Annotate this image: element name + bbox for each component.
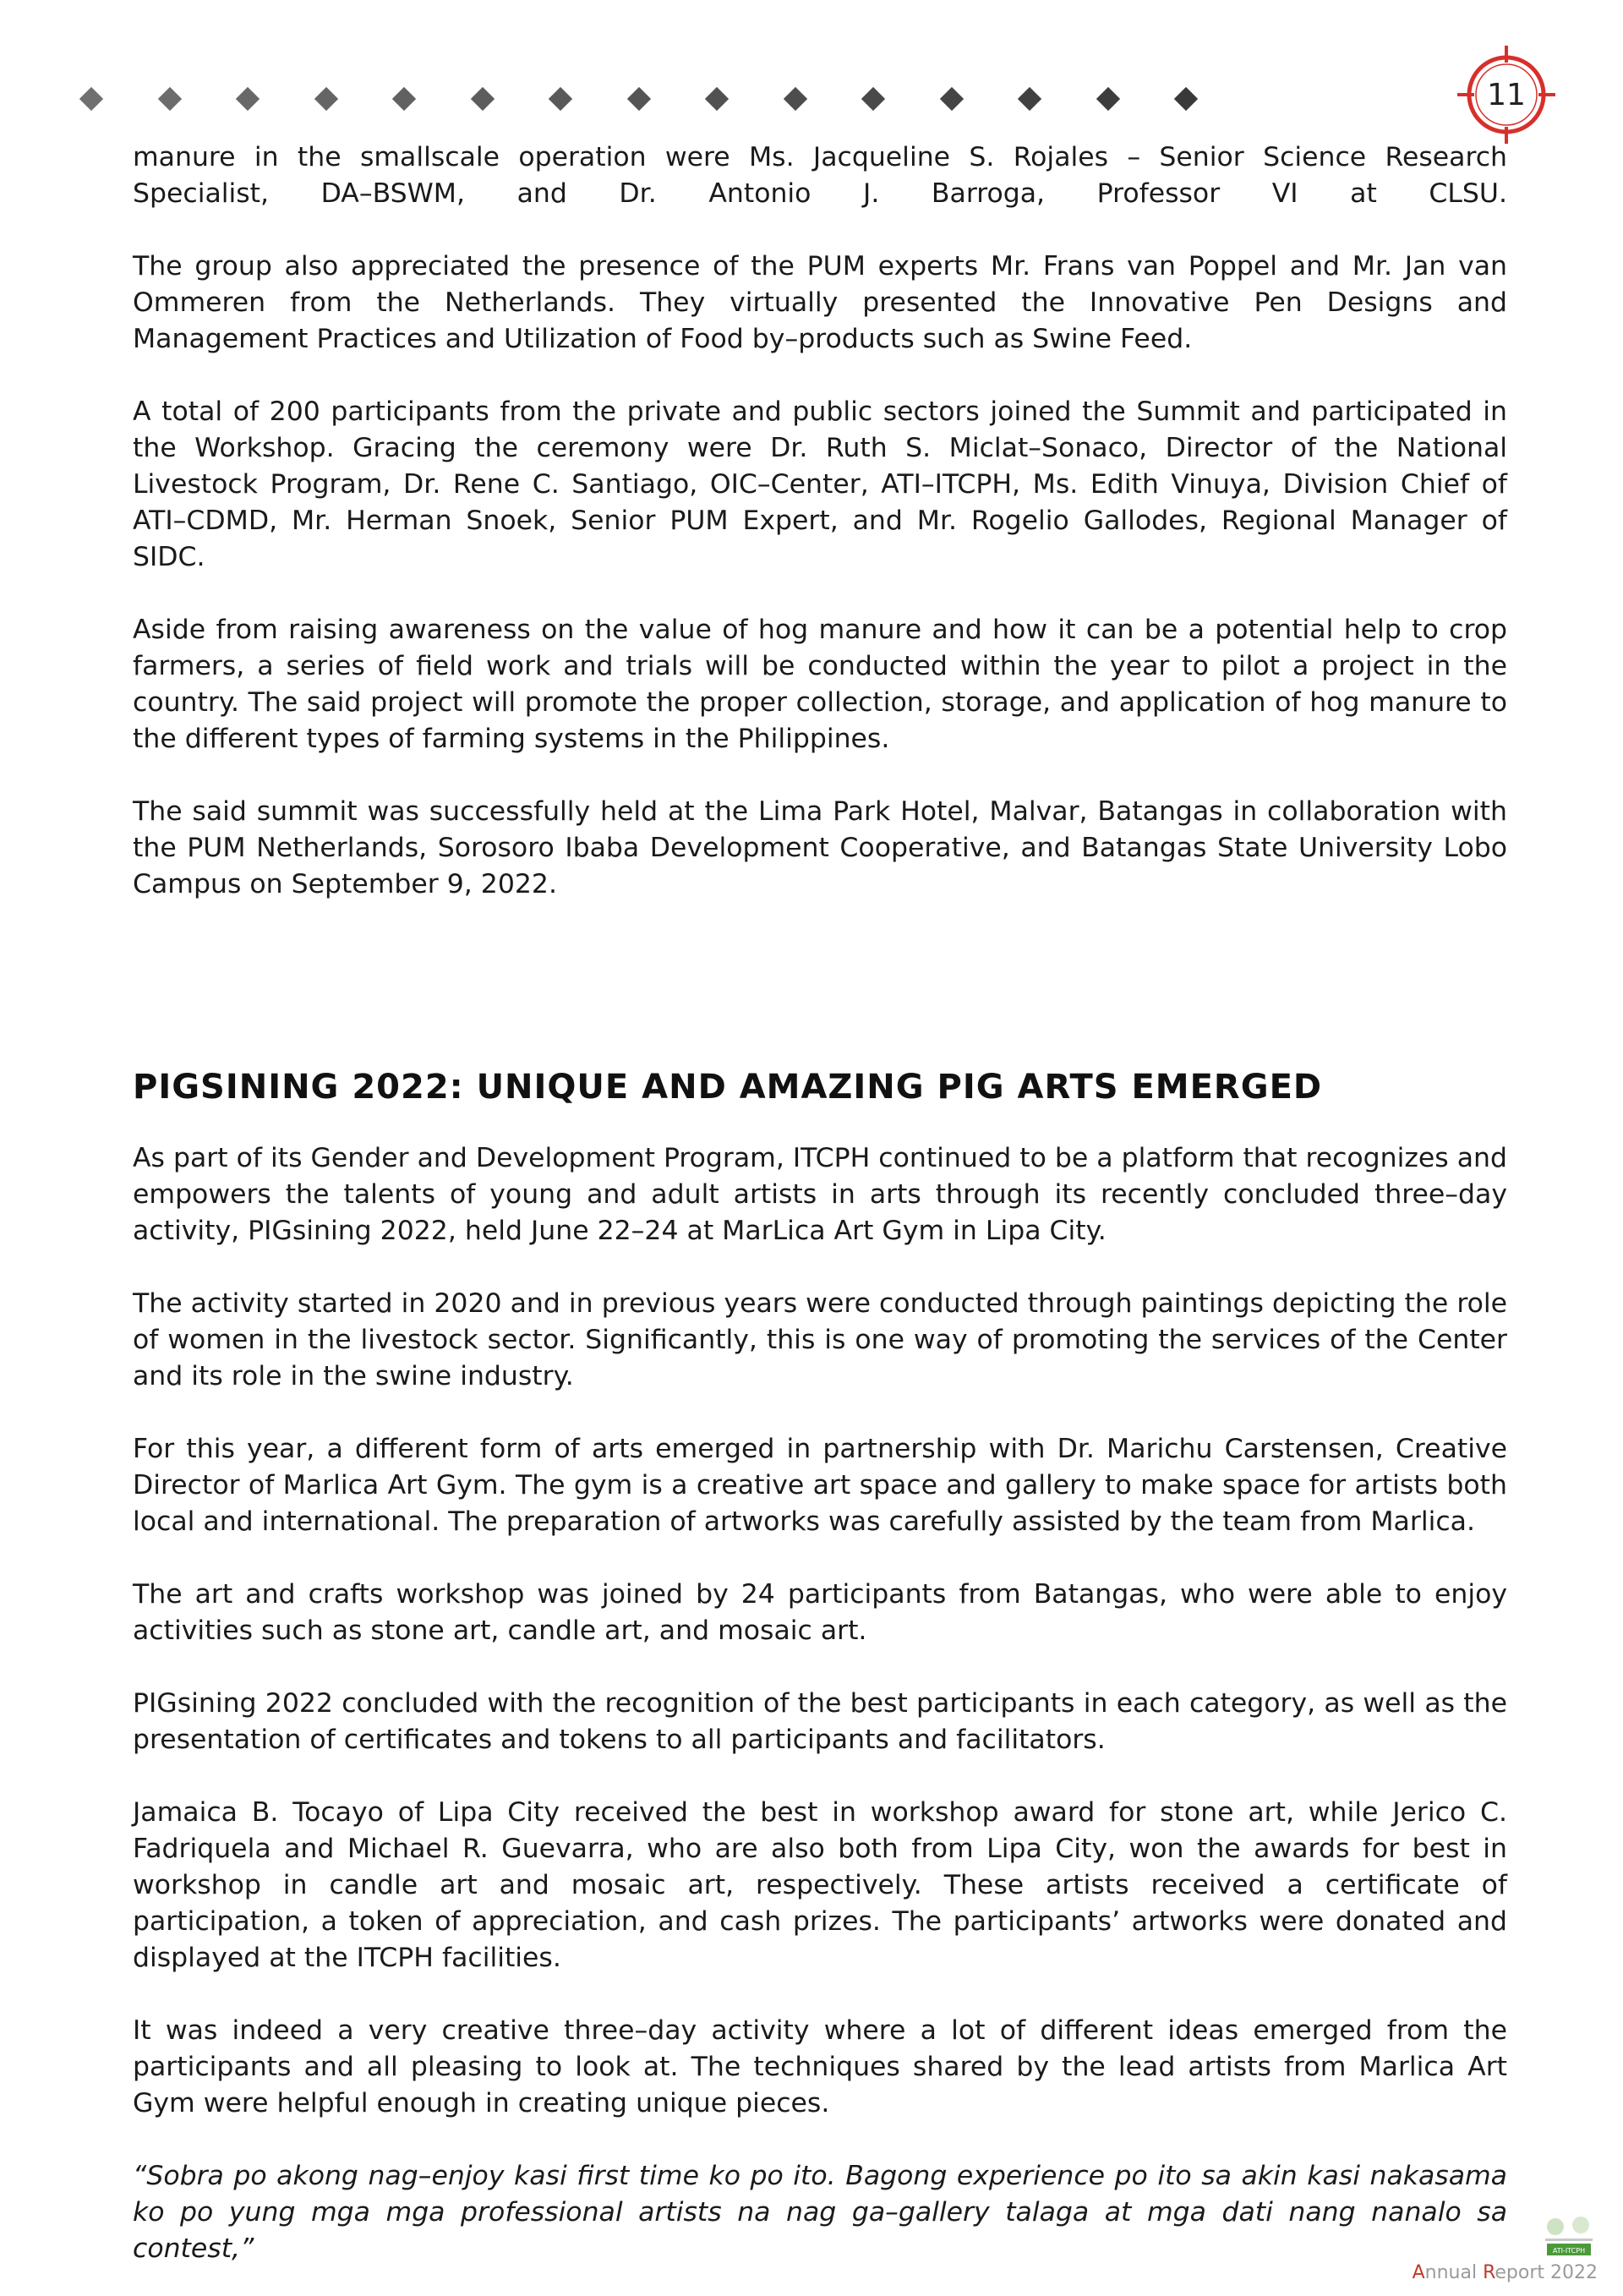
diamond-icon (1096, 87, 1119, 111)
footer-annual-report: Annual Report 2022 (1412, 2262, 1598, 2283)
diamond-icon (549, 87, 572, 111)
diamond-icon (705, 87, 729, 111)
page-number: 11 (1487, 77, 1526, 112)
quote-paragraph: “Sobra po akong nag–enjoy kasi first time ko po ito. Bagong experience po ito sa akin kasi nakasama ko po yung mga mga professional artists na nag ga–gallery talaga at mga dati nang nanalo sa contest,” (133, 2161, 1507, 2264)
diamond-icon (1174, 87, 1198, 111)
diamond-icon (470, 87, 494, 111)
diamond-icon (314, 87, 337, 111)
paragraph: A total of 200 participants from the private and public sectors joined the Summit and participated in the Workshop. Gracing the ceremony were Dr. Ruth S. Miclat–Sonaco, Director of the National Livestock Program, Dr. Rene C. Santiago, OIC–Center, ATI–ITCPH, Ms. Edith Vinuya, Division Chief of ATI–CDMD, Mr. Herman Snoek, Senior PUM Expert, and Mr. Rogelio Gallodes, Regional Manager of SIDC. (133, 396, 1507, 572)
paragraph: For this year, a different form of arts emerged in partnership with Dr. Marichu Carstensen, Creative Director of Marlica Art Gym. The gym is a creative art space and gallery to make space for artists both local and international. The preparation of artworks was carefully assisted by the team from Marlica. (133, 1434, 1507, 1537)
paragraph: Jamaica B. Tocayo of Lipa City received the best in workshop award for stone art, while Jerico C. Fadriquela and Michael R. Guevarra, who are also both from Lipa City, won the awards for best in workshop in candle art and mosaic art, respectively. These artists received a certificate of participation, a token of appreciation, and cash prizes. The participants’ artworks were donated and displayed at the ITCPH facilities. (133, 1797, 1507, 1973)
article-heading: PIGSINING 2022: UNIQUE AND AMAZING PIG ARTS EMERGED (133, 1068, 1323, 1107)
main-content (133, 139, 1507, 2267)
diamond-icon (1018, 87, 1041, 111)
page-number-badge (1456, 44, 1557, 145)
diamond-icon (236, 87, 260, 111)
paragraph: As part of its Gender and Development Program, ITCPH continued to be a platform that recognizes and empowers the talents of young and adult artists in arts through its recently concluded three–day activity, PIGsining 2022, held June 22–24 at MarLica Art Gym in Lipa City. (133, 1143, 1507, 1246)
article-summit-continuation (133, 139, 1507, 903)
ati-itcph-logo (1544, 2215, 1594, 2257)
diamond-icon (939, 87, 963, 111)
article-pigsining (133, 1066, 1507, 2267)
diamond-icon (626, 87, 650, 111)
paragraph: manure in the smallscale operation were Ms. Jacqueline S. Rojales – Senior Science Research Specialist, DA–BSWM, and Dr. Antonio J. Barroga, Professor VI at CLSU. (133, 142, 1507, 209)
diamond-icon (783, 87, 806, 111)
paragraph: The activity started in 2020 and in previous years were conducted through paintings depicting the role of women in the livestock sector. Significantly, this is one way of promoting the services of the Center and its role in the swine industry. (133, 1288, 1507, 1391)
diamond-icon (157, 87, 181, 111)
paragraph: It was indeed a very creative three–day activity where a lot of different ideas emerged from the participants and all pleasing to look at. The techniques shared by the lead artists from Marlica Art Gym were helpful enough in creating unique pieces. (133, 2015, 1507, 2118)
paragraph: Aside from raising awareness on the value of hog manure and how it can be a potential help to crop farmers, a series of field work and trials will be conducted within the year to pilot a project in the country. The said project will promote the proper collection, storage, and application of hog manure to the different types of farming systems in the Philippines. (133, 615, 1507, 754)
diamond-icon (79, 87, 103, 111)
svg-text:ATI-ITCPH: ATI-ITCPH (1552, 2247, 1586, 2255)
diamond-icon (392, 87, 416, 111)
paragraph: PIGsining 2022 concluded with the recognition of the best participants in each category, as well as the presentation of certificates and tokens to all participants and facilitators. (133, 1688, 1507, 1755)
paragraph: The art and crafts workshop was joined by 24 participants from Batangas, who were able to enjoy activities such as stone art, candle art, and mosaic art. (133, 1579, 1507, 1646)
paragraph: The said summit was successfully held at the Lima Park Hotel, Malvar, Batangas in collaboration with the PUM Netherlands, Sorosoro Ibaba Development Cooperative, and Batangas State University Lobo Campus on September 9, 2022. (133, 796, 1507, 899)
paragraph: The group also appreciated the presence of the PUM experts Mr. Frans van Poppel and Mr. Jan van Ommeren from the Netherlands. They virtually presented the Innovative Pen Designs and Management Practices and Utilization of Food by–products such as Swine Feed. (133, 251, 1507, 354)
header-diamond-row (83, 87, 1309, 112)
diamond-icon (861, 87, 885, 111)
